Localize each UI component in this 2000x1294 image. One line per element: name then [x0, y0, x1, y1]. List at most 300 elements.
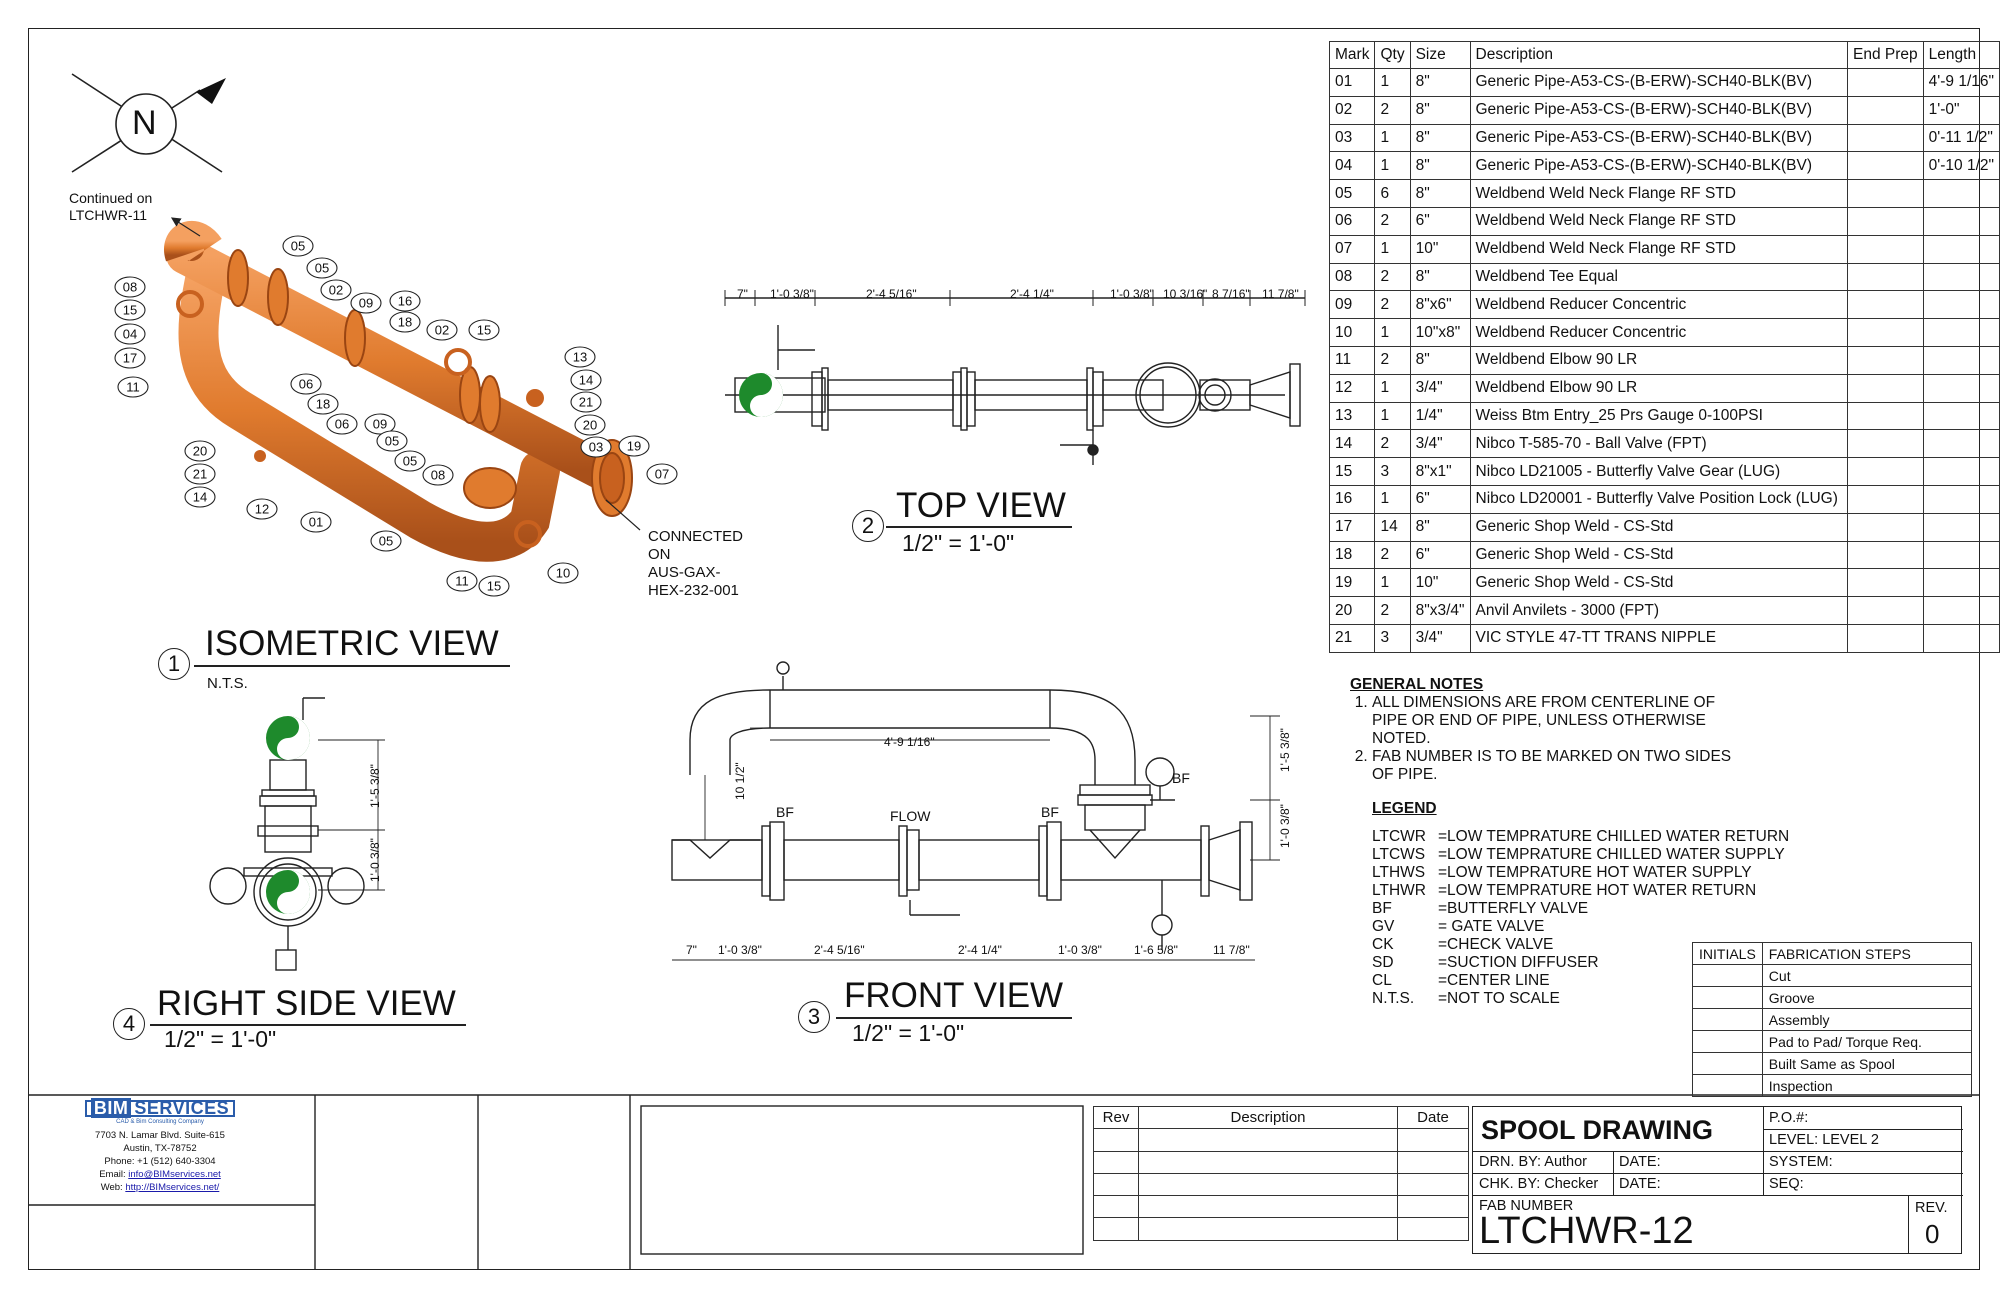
bom-row [1330, 152, 2000, 180]
bom-cell-qty: 2 [1375, 291, 1410, 319]
bom-cell-mark: 06 [1330, 207, 1375, 235]
callout-label: 15 [486, 578, 502, 594]
revision-cell [1398, 1129, 1469, 1151]
bom-cell-length [1923, 263, 1999, 291]
bom-cell-end-prep [1848, 291, 1924, 319]
bom-cell-end-prep [1848, 319, 1924, 347]
callout-label: 05 [384, 433, 400, 449]
bom-cell-qty: 2 [1375, 96, 1410, 124]
bom-cell-description: VIC STYLE 47-TT TRANS NIPPLE [1470, 624, 1848, 652]
legend-value: =LOW TEMPRATURE CHILLED WATER SUPPLY [1438, 846, 1785, 863]
bom-cell-size: 3/4" [1410, 374, 1470, 402]
bom-cell-size: 8" [1410, 263, 1470, 291]
logo-subtitle: CAD & Bim Consulting Company [116, 1119, 204, 1125]
connected-line2: ON [648, 546, 671, 563]
bom-cell-size: 3/4" [1410, 430, 1470, 458]
revision-cell [1398, 1218, 1469, 1240]
callout-label: 08 [430, 467, 446, 483]
rev-header-rev: Rev [1094, 1107, 1139, 1129]
bom-cell-end-prep [1848, 541, 1924, 569]
bom-header-row [1330, 42, 2000, 69]
fab-header-steps: FABRICATION STEPS [1762, 943, 1971, 965]
bom-cell-length [1923, 319, 1999, 347]
view-number-bubble: 2 [852, 510, 884, 542]
logo-text-a: BIM [91, 1098, 132, 1118]
bom-cell-qty: 1 [1375, 485, 1410, 513]
bom-cell-description: Weldbend Weld Neck Flange RF STD [1470, 180, 1848, 208]
front-label-bf: BF [1172, 770, 1190, 786]
front-dim-left: 10 1/2" [733, 762, 747, 800]
right-side-view-scale: 1/2" = 1'-0" [164, 1026, 277, 1052]
callout-label: 18 [315, 396, 331, 412]
checked-date: DATE: [1619, 1176, 1661, 1192]
legend-key: N.T.S. [1372, 990, 1415, 1007]
bom-cell-size: 10" [1410, 569, 1470, 597]
bom-row [1330, 485, 2000, 513]
bom-row [1330, 430, 2000, 458]
company-web [40, 1181, 280, 1194]
bom-row [1330, 513, 2000, 541]
bom-cell-length [1923, 291, 1999, 319]
bom-row [1330, 458, 2000, 486]
callout-label: 05 [314, 260, 330, 276]
bom-cell-description: Generic Pipe-A53-CS-(B-ERW)-SCH40-BLK(BV) [1470, 124, 1848, 152]
callout-label: 12 [254, 501, 270, 517]
bom-cell-qty: 2 [1375, 346, 1410, 374]
bom-cell-length [1923, 374, 1999, 402]
fab-step-initials[interactable] [1693, 1053, 1763, 1075]
bom-cell-size: 8" [1410, 513, 1470, 541]
legend-value: = GATE VALVE [1438, 918, 1545, 935]
revision-cell [1094, 1129, 1139, 1151]
bom-cell-mark: 03 [1330, 124, 1375, 152]
connected-line4: HEX-232-001 [648, 582, 739, 599]
bill-of-materials-table [1329, 41, 2000, 653]
front-view-scale: 1/2" = 1'-0" [852, 1020, 965, 1046]
callout-label: 21 [578, 394, 594, 410]
bom-cell-size: 8" [1410, 69, 1470, 97]
fab-step-initials[interactable] [1693, 1075, 1763, 1097]
bom-cell-size: 8" [1410, 152, 1470, 180]
bom-cell-length [1923, 430, 1999, 458]
legend-key: CK [1372, 936, 1394, 953]
bom-cell-mark: 12 [1330, 374, 1375, 402]
bom-cell-mark: 21 [1330, 624, 1375, 652]
bom-cell-mark: 09 [1330, 291, 1375, 319]
callout-label: 09 [358, 295, 374, 311]
revision-cell [1139, 1218, 1398, 1240]
bom-cell-size: 8" [1410, 180, 1470, 208]
top-dim: 2'-4 5/16" [866, 287, 917, 301]
legend-value: =LOW TEMPRATURE HOT WATER RETURN [1438, 882, 1757, 899]
fab-step-row [1693, 965, 1972, 987]
fab-step-row [1693, 1075, 1972, 1097]
bom-cell-size: 10" [1410, 235, 1470, 263]
fab-step-initials[interactable] [1693, 1031, 1763, 1053]
bom-cell-size: 6" [1410, 207, 1470, 235]
isometric-view-scale: N.T.S. [207, 675, 248, 692]
general-note-item: 2. FAB NUMBER IS TO BE MARKED ON TWO SIDES OF PIPE. [1372, 748, 1752, 784]
callout-label: 03 [588, 439, 604, 455]
revision-cell [1094, 1196, 1139, 1218]
front-dim: 2'-4 5/16" [814, 943, 865, 957]
bom-cell-qty: 1 [1375, 69, 1410, 97]
fab-step-label: Cut [1762, 965, 1971, 987]
bom-cell-size: 1/4" [1410, 402, 1470, 430]
checked-by: CHK. BY: Checker [1479, 1176, 1599, 1192]
legend-key: CL [1372, 972, 1392, 989]
bom-cell-qty: 1 [1375, 319, 1410, 347]
legend-item [1372, 864, 1789, 882]
general-notes [1350, 676, 1752, 784]
bom-cell-length [1923, 346, 1999, 374]
revision-row [1094, 1196, 1469, 1218]
bom-cell-qty: 1 [1375, 402, 1410, 430]
callout-label: 06 [334, 416, 350, 432]
legend-value: =NOT TO SCALE [1438, 990, 1560, 1007]
callout-label: 02 [328, 282, 344, 298]
revision-table [1093, 1106, 1469, 1241]
bom-cell-size: 6" [1410, 485, 1470, 513]
revision-cell [1139, 1196, 1398, 1218]
bom-row [1330, 69, 2000, 97]
callout-label: 14 [578, 372, 594, 388]
system: SYSTEM: [1769, 1154, 1833, 1170]
revision-cell [1094, 1218, 1139, 1240]
front-label-bf: BF [1041, 804, 1059, 820]
bom-cell-mark: 07 [1330, 235, 1375, 263]
bom-cell-qty: 2 [1375, 597, 1410, 625]
right-dim-1: 1'-5 3/8" [368, 764, 382, 808]
legend-title: LEGEND [1372, 800, 1437, 817]
bom-cell-mark: 10 [1330, 319, 1375, 347]
bom-cell-end-prep [1848, 152, 1924, 180]
company-web-link[interactable]: http://BIMservices.net/ [125, 1182, 220, 1193]
fab-step-label: Built Same as Spool [1762, 1053, 1971, 1075]
rev-value: 0 [1925, 1219, 1940, 1249]
bom-cell-size: 8"x6" [1410, 291, 1470, 319]
bom-cell-qty: 2 [1375, 207, 1410, 235]
bom-cell-length: 1'-0" [1923, 96, 1999, 124]
view-number-bubble: 3 [798, 1001, 830, 1033]
bom-cell-length [1923, 485, 1999, 513]
bom-cell-size: 3/4" [1410, 624, 1470, 652]
bom-header-length: Length [1923, 42, 1999, 69]
fab-number: LTCHWR-12 [1479, 1210, 1694, 1252]
bom-header-qty: Qty [1375, 42, 1410, 69]
continued-on-note [69, 190, 152, 224]
bom-row [1330, 597, 2000, 625]
connected-line3: AUS-GAX- [648, 564, 721, 581]
front-dim: 1'-0 3/8" [718, 943, 762, 957]
bom-cell-mark: 11 [1330, 346, 1375, 374]
continued-on-line2: LTCHWR-11 [69, 207, 148, 223]
callout-label: 14 [192, 489, 208, 505]
top-dim: 1'-0 3/8" [1110, 287, 1154, 301]
revision-cell [1398, 1151, 1469, 1173]
top-dim: 11 7/8" [1262, 287, 1299, 301]
bom-cell-end-prep [1848, 69, 1924, 97]
fab-step-initials[interactable] [1693, 987, 1763, 1009]
callout-label: 11 [126, 379, 140, 395]
top-dim: 8 7/16" [1212, 287, 1250, 301]
company-email [40, 1168, 280, 1181]
sequence: SEQ: [1769, 1176, 1804, 1192]
top-view-drawing [725, 290, 1305, 465]
front-dim-right-1: 1'-5 3/8" [1278, 728, 1292, 772]
front-dim: 1'-0 3/8" [1058, 943, 1102, 957]
bom-cell-description: Generic Pipe-A53-CS-(B-ERW)-SCH40-BLK(BV) [1470, 96, 1848, 124]
bom-cell-end-prep [1848, 346, 1924, 374]
fabrication-steps-table [1692, 942, 1972, 1097]
bom-cell-end-prep [1848, 513, 1924, 541]
bom-cell-mark: 05 [1330, 180, 1375, 208]
bom-cell-mark: 19 [1330, 569, 1375, 597]
callout-label: 05 [402, 453, 418, 469]
bom-cell-length: 0'-11 1/2" [1923, 124, 1999, 152]
bom-cell-end-prep [1848, 458, 1924, 486]
bom-cell-mark: 18 [1330, 541, 1375, 569]
bom-cell-end-prep [1848, 263, 1924, 291]
bom-cell-length [1923, 624, 1999, 652]
general-notes-title: GENERAL NOTES [1350, 676, 1484, 693]
bom-cell-end-prep [1848, 124, 1924, 152]
front-dim: 11 7/8" [1213, 943, 1250, 957]
right-side-view-title: RIGHT SIDE VIEW [157, 984, 456, 1023]
legend-item [1372, 918, 1789, 936]
revision-row [1094, 1129, 1469, 1151]
right-dim-2: 1'-0 3/8" [368, 838, 382, 882]
bom-cell-length [1923, 207, 1999, 235]
level: LEVEL: LEVEL 2 [1769, 1132, 1879, 1148]
legend-value: =LOW TEMPRATURE HOT WATER SUPPLY [1438, 864, 1752, 881]
bom-cell-end-prep [1848, 207, 1924, 235]
title-underline [886, 526, 1072, 528]
bom-cell-end-prep [1848, 374, 1924, 402]
callout-label: 06 [298, 376, 314, 392]
callout-label: 15 [122, 302, 138, 318]
front-label-bf: BF [776, 804, 794, 820]
callout-label: 09 [372, 416, 388, 432]
callout-label: 10 [555, 565, 571, 581]
bom-cell-description: Generic Shop Weld - CS-Std [1470, 513, 1848, 541]
company-email-link[interactable]: info@BIMservices.net [128, 1169, 221, 1180]
bom-cell-size: 8" [1410, 124, 1470, 152]
callout-label: 15 [476, 322, 492, 338]
bom-header-mark: Mark [1330, 42, 1375, 69]
legend-value: =BUTTERFLY VALVE [1438, 900, 1589, 917]
bom-cell-description: Generic Shop Weld - CS-Std [1470, 541, 1848, 569]
bom-cell-length [1923, 402, 1999, 430]
bom-cell-description: Nibco LD21005 - Butterfly Valve Gear (LUG) [1470, 458, 1848, 486]
fab-step-initials[interactable] [1693, 1009, 1763, 1031]
legend-item [1372, 828, 1789, 846]
bom-row [1330, 124, 2000, 152]
callout-label: 13 [572, 349, 588, 365]
bom-cell-description: Weldbend Weld Neck Flange RF STD [1470, 207, 1848, 235]
legend-key: LTCWS [1372, 846, 1426, 863]
bom-cell-size: 8"x1" [1410, 458, 1470, 486]
bom-cell-description: Generic Pipe-A53-CS-(B-ERW)-SCH40-BLK(BV) [1470, 152, 1848, 180]
revision-cell [1094, 1151, 1139, 1173]
bom-cell-length: 0'-10 1/2" [1923, 152, 1999, 180]
continued-on-line1: Continued on [69, 190, 153, 206]
bom-cell-description: Weldbend Reducer Concentric [1470, 319, 1848, 347]
bom-cell-qty: 2 [1375, 541, 1410, 569]
bom-cell-description: Weldbend Weld Neck Flange RF STD [1470, 235, 1848, 263]
bom-cell-size: 10"x8" [1410, 319, 1470, 347]
callout-label: 07 [654, 466, 670, 482]
bom-cell-size: 6" [1410, 541, 1470, 569]
callout-label: 04 [122, 326, 138, 342]
bom-cell-end-prep [1848, 96, 1924, 124]
callout-label: 19 [626, 438, 642, 454]
fab-step-label: Assembly [1762, 1009, 1971, 1031]
bom-cell-end-prep [1848, 597, 1924, 625]
bom-cell-length [1923, 235, 1999, 263]
front-view-drawing [672, 662, 1280, 960]
bom-cell-mark: 17 [1330, 513, 1375, 541]
front-label-flow: FLOW [890, 808, 931, 824]
company-phone: Phone: +1 (512) 640-3304 [104, 1156, 216, 1167]
revision-row [1094, 1218, 1469, 1240]
bom-cell-size: 8"x3/4" [1410, 597, 1470, 625]
fab-step-label: Pad to Pad/ Torque Req. [1762, 1031, 1971, 1053]
callout-label: 11 [455, 573, 469, 589]
bom-cell-qty: 1 [1375, 569, 1410, 597]
bom-row [1330, 235, 2000, 263]
legend-key: LTHWR [1372, 882, 1426, 899]
bom-cell-length [1923, 597, 1999, 625]
legend-value: =CENTER LINE [1438, 972, 1550, 989]
view-number-bubble: 4 [113, 1008, 145, 1040]
bom-row [1330, 541, 2000, 569]
legend-item [1372, 900, 1789, 918]
legend-key: BF [1372, 900, 1392, 917]
top-view-title: TOP VIEW [896, 486, 1066, 525]
bom-row [1330, 96, 2000, 124]
bom-cell-description: Generic Pipe-A53-CS-(B-ERW)-SCH40-BLK(BV) [1470, 69, 1848, 97]
bom-header-size: Size [1410, 42, 1470, 69]
callout-label: 01 [308, 514, 324, 530]
legend-item [1372, 882, 1789, 900]
top-view-scale: 1/2" = 1'-0" [902, 530, 1015, 556]
callout-label: 20 [192, 443, 208, 459]
front-dim-top-run: 4'-9 1/16" [884, 735, 935, 749]
bom-cell-mark: 20 [1330, 597, 1375, 625]
bom-header-end-prep: End Prep [1848, 42, 1924, 69]
fab-number-label: FAB NUMBER [1479, 1198, 1574, 1214]
bom-cell-mark: 14 [1330, 430, 1375, 458]
title-underline [836, 1017, 1072, 1019]
revision-cell [1139, 1129, 1398, 1151]
web-label: Web: [100, 1182, 126, 1193]
fab-step-row [1693, 987, 1972, 1009]
bom-cell-description: Weldbend Elbow 90 LR [1470, 346, 1848, 374]
legend-key: GV [1372, 918, 1395, 935]
bom-cell-description: Nibco LD20001 - Butterfly Valve Position Lock (LUG) [1470, 485, 1848, 513]
front-view-title: FRONT VIEW [844, 976, 1064, 1015]
bom-row [1330, 374, 2000, 402]
bom-row [1330, 263, 2000, 291]
revision-row [1094, 1173, 1469, 1195]
bom-cell-qty: 3 [1375, 624, 1410, 652]
bom-cell-end-prep [1848, 235, 1924, 263]
logo-text-b: SERVICES [134, 1098, 230, 1118]
bom-cell-length [1923, 569, 1999, 597]
bom-cell-mark: 04 [1330, 152, 1375, 180]
legend-value: =LOW TEMPRATURE CHILLED WATER RETURN [1438, 828, 1790, 845]
bom-cell-length [1923, 180, 1999, 208]
bom-cell-description: Generic Shop Weld - CS-Std [1470, 569, 1848, 597]
bom-cell-mark: 08 [1330, 263, 1375, 291]
bom-cell-description: Nibco T-585-70 - Ball Valve (FPT) [1470, 430, 1848, 458]
company-info [40, 1100, 280, 1194]
callout-label: 05 [378, 533, 394, 549]
fab-step-initials[interactable] [1693, 965, 1763, 987]
legend-key: SD [1372, 954, 1394, 971]
drawn-by: DRN. BY: Author [1479, 1154, 1587, 1170]
bom-cell-description: Weiss Btm Entry_25 Prs Gauge 0-100PSI [1470, 402, 1848, 430]
legend-key: LTHWS [1372, 864, 1426, 881]
bom-row [1330, 402, 2000, 430]
bom-cell-mark: 16 [1330, 485, 1375, 513]
revision-row [1094, 1151, 1469, 1173]
top-dim: 2'-4 1/4" [1010, 287, 1054, 301]
fab-step-label: Inspection [1762, 1075, 1971, 1097]
bom-cell-description: Weldbend Elbow 90 LR [1470, 374, 1848, 402]
bom-row [1330, 319, 2000, 347]
callout-label: 18 [397, 314, 413, 330]
isometric-pipe [175, 220, 640, 546]
top-dim: 1'-0 3/8" [770, 287, 814, 301]
bom-cell-mark: 13 [1330, 402, 1375, 430]
bom-cell-end-prep [1848, 569, 1924, 597]
bom-row [1330, 624, 2000, 652]
email-label: Email: [99, 1169, 129, 1180]
company-address-1: 7703 N. Lamar Blvd. Suite-615 [95, 1130, 225, 1141]
revision-cell [1398, 1173, 1469, 1195]
bom-cell-qty: 1 [1375, 152, 1410, 180]
bom-cell-qty: 1 [1375, 374, 1410, 402]
revision-cell [1094, 1173, 1139, 1195]
title-block [1472, 1106, 1962, 1254]
bom-cell-qty: 1 [1375, 124, 1410, 152]
callout-label: 02 [434, 322, 450, 338]
legend-value: =SUCTION DIFFUSER [1438, 954, 1599, 971]
front-dim: 7" [686, 943, 697, 957]
connected-line1: CONNECTED [648, 528, 744, 545]
bom-cell-qty: 6 [1375, 180, 1410, 208]
bom-row [1330, 569, 2000, 597]
callout-label: 21 [192, 466, 208, 482]
bom-cell-end-prep [1848, 402, 1924, 430]
bom-cell-end-prep [1848, 430, 1924, 458]
bom-cell-end-prep [1848, 624, 1924, 652]
north-label: N [132, 104, 157, 142]
fab-step-label: Groove [1762, 987, 1971, 1009]
bom-cell-qty: 3 [1375, 458, 1410, 486]
drawing-title: SPOOL DRAWING [1481, 1115, 1714, 1145]
callout-label: 16 [397, 293, 413, 309]
bom-cell-mark: 15 [1330, 458, 1375, 486]
bom-cell-qty: 1 [1375, 235, 1410, 263]
fab-step-row [1693, 1009, 1972, 1031]
bom-cell-description: Weldbend Tee Equal [1470, 263, 1848, 291]
title-underline [194, 665, 510, 667]
legend-value: =CHECK VALVE [1438, 936, 1554, 953]
company-address-2: Austin, TX-78752 [123, 1143, 197, 1154]
